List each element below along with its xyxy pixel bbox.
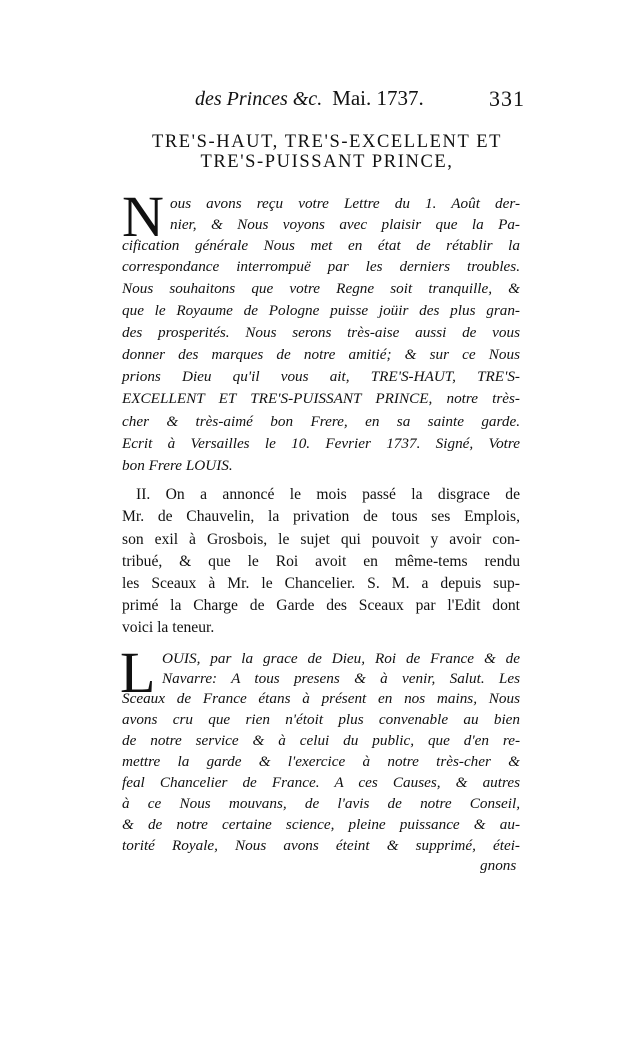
- running-head: [195, 86, 525, 112]
- running-head-title: des Princes &c.: [195, 88, 323, 110]
- text-line: tribué, & que le Roi avoit en même-tems rendu: [122, 553, 520, 570]
- text-line: cification générale Nous met en état de rétablir la: [122, 237, 520, 254]
- text-line: OUIS, par la grace de Dieu, Roi de France & de: [162, 650, 520, 667]
- page-number: 331: [489, 86, 525, 111]
- text-line: Mr. de Chauvelin, la privation de tous ses Emplois,: [122, 508, 520, 525]
- text-line: mettre la garde & l'exercice à notre très-cher &: [122, 753, 520, 770]
- text-line: les Sceaux à Mr. le Chancelier. S. M. a depuis sup-: [122, 575, 520, 592]
- text-line: & de notre certaine science, pleine puissance & au-: [122, 816, 520, 833]
- edict-paragraph: [122, 650, 520, 860]
- text-line: cher & très-aimé bon Frere, en sa sainte garde.: [122, 413, 520, 430]
- running-head-date: Mai. 1737.: [332, 86, 424, 110]
- letter-address-line-1: TRE'S-HAUT, TRE'S-EXCELLENT ET: [151, 132, 503, 152]
- text-line: torité Royale, Nous avons éteint & supprimé, étei-: [122, 837, 520, 854]
- text-line: des prosperités. Nous serons très-aise aussi de vous: [122, 324, 520, 341]
- text-line: EXCELLENT ET TRE'S-PUISSANT PRINCE, notre très-: [122, 390, 520, 407]
- text-line: Nous souhaitons que votre Regne soit tranquille, &: [122, 280, 520, 297]
- text-line: à ce Nous mouvans, de l'avis de notre Conseil,: [122, 795, 520, 812]
- text-line: nier, & Nous voyons avec plaisir que la Pa-: [170, 216, 520, 233]
- text-line: Ecrit à Versailles le 10. Fevrier 1737. Signé, Votre: [122, 435, 520, 452]
- text-line: ous avons reçu votre Lettre du 1. Août der-: [170, 195, 520, 212]
- text-line: Sceaux de France étans à présent en nos mains, Nous: [122, 690, 520, 707]
- news-paragraph: [122, 486, 520, 656]
- text-line: son exil à Grosbois, le sujet qui pouvoit y avoir con-: [122, 531, 520, 548]
- catchword: gnons: [480, 857, 517, 874]
- letter-address-line-2: TRE'S-PUISSANT PRINCE,: [200, 152, 454, 172]
- text-line: correspondance interrompuë par les derniers troubles.: [122, 258, 520, 275]
- text-line: bon Frere LOUIS.: [122, 457, 233, 474]
- letter-drop-cap: N: [122, 184, 164, 249]
- text-line: Navarre: A tous presens & à venir, Salut. Les: [162, 670, 520, 687]
- text-line: II. On a annoncé le mois passé la disgrace de: [136, 486, 520, 503]
- letter-paragraph: [122, 195, 520, 495]
- text-line: que le Royaume de Pologne puisse joüir des plus gran-: [122, 302, 520, 319]
- text-line: feal Chancelier de France. A ces Causes, & autres: [122, 774, 520, 791]
- text-line: de notre service & à celui du public, que d'en re-: [122, 732, 520, 749]
- text-line: primé la Charge de Garde des Sceaux par l'Edit dont: [122, 597, 520, 614]
- text-line: voici la teneur.: [122, 619, 215, 636]
- text-line: prions Dieu qu'il vous ait, TRE'S-HAUT, TRE'S-: [122, 368, 520, 385]
- edict-drop-cap: L: [120, 640, 156, 705]
- text-line: avons cru que rien n'étoit plus convenable au bien: [122, 711, 520, 728]
- text-line: donner des marques de notre amitié; & sur ce Nous: [122, 346, 520, 363]
